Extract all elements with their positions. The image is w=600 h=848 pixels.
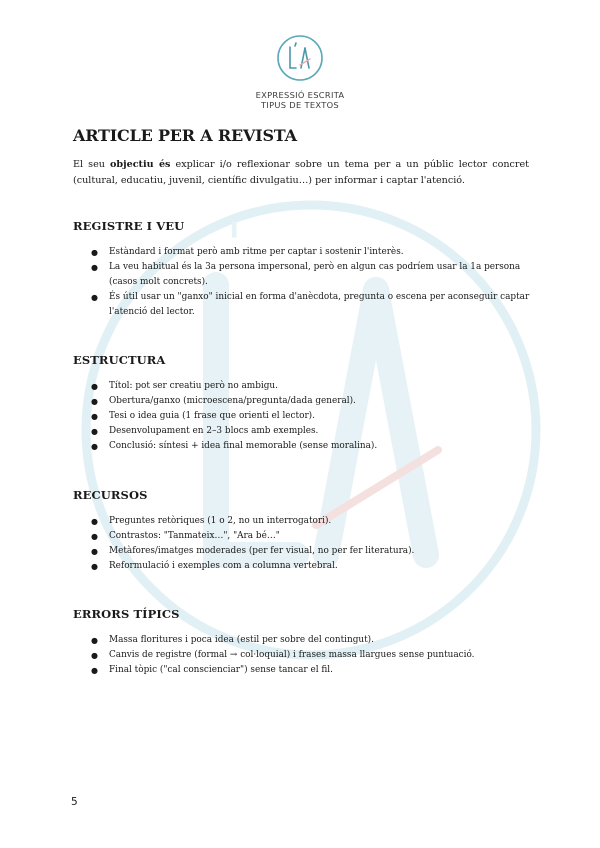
bullet-icon: ● — [91, 636, 98, 645]
header-line-1: EXPRESSIÓ ESCRITA — [255, 90, 345, 100]
bullet-list — [73, 633, 533, 678]
section-heading: REGISTRE I VEU — [73, 219, 185, 233]
bullet-icon: ● — [91, 547, 98, 556]
list-item — [91, 648, 533, 663]
svg-text:': ' — [226, 210, 243, 280]
list-item-text: Títol: pot ser creatiu però no ambigu. — [109, 381, 278, 391]
bullet-icon: ● — [91, 248, 98, 257]
header-line-2: TIPUS DE TEXTOS — [261, 100, 339, 110]
page-number: 5 — [71, 796, 78, 808]
bullet-icon: ● — [91, 532, 98, 541]
list-item — [91, 290, 533, 320]
list-item-text: Reformulació i exemples com a columna vertebral. — [109, 561, 338, 571]
intro-text-pre: El seu — [73, 159, 111, 170]
list-item-text: Tesi o idea guia (1 frase que orienti el lector). — [109, 411, 315, 421]
list-item-text: Estàndard i format però amb ritme per captar i sostenir l'interès. — [109, 247, 404, 257]
bullet-icon: ● — [91, 382, 98, 391]
section-recursos — [73, 488, 533, 574]
list-item — [91, 260, 533, 290]
section-errors-tipics — [73, 607, 533, 678]
intro-text-post: explicar i/o reflexionar sobre un tema per a un públic lector concret (cultural, educatiu, juvenil, científic divulgatiu…) per informar i captar l'atenció. — [73, 159, 530, 186]
intro-paragraph — [73, 157, 529, 189]
intro-text-bold: objectiu és — [110, 159, 171, 170]
list-item — [91, 663, 533, 678]
bullet-list — [73, 379, 533, 454]
list-item-text: És útil usar un "ganxo" inicial en forma d'anècdota, pregunta o escena per aconseguir captar l'atenció del lector. — [109, 292, 530, 317]
list-item-text: Massa floritures i poca idea (estil per sobre del contingut). — [109, 635, 374, 645]
list-item-text: Preguntes retòriques (1 o 2, no un interrogatori). — [109, 516, 332, 526]
list-item — [91, 424, 533, 439]
list-item — [91, 529, 533, 544]
header — [0, 34, 600, 110]
section-registre-i-veu — [73, 219, 533, 320]
list-item — [91, 544, 533, 559]
bullet-list — [73, 514, 533, 574]
list-item — [91, 245, 533, 260]
page-title: ARTICLE PER A REVISTA — [73, 126, 297, 145]
section-estructura — [73, 353, 533, 454]
list-item-text: Conclusió: síntesi + idea final memorable (sense moralina). — [109, 441, 378, 451]
bullet-icon: ● — [91, 666, 98, 675]
bullet-icon: ● — [91, 517, 98, 526]
list-item-text: Obertura/ganxo (microescena/pregunta/dada general). — [109, 396, 356, 406]
bullet-icon: ● — [91, 412, 98, 421]
list-item-text: Final tòpic ("cal conscienciar") sense tancar el fil. — [109, 665, 333, 675]
bullet-icon: ● — [91, 397, 98, 406]
bullet-icon: ● — [91, 442, 98, 451]
list-item — [91, 633, 533, 648]
list-item — [91, 439, 533, 454]
bullet-list — [73, 245, 533, 320]
bullet-icon: ● — [91, 651, 98, 660]
list-item — [91, 379, 533, 394]
list-item — [91, 514, 533, 529]
bullet-icon: ● — [91, 293, 98, 302]
list-item — [91, 394, 533, 409]
compass-logo-icon — [276, 34, 324, 82]
list-item-text: Contrastos: "Tanmateix…", "Ara bé…" — [109, 531, 280, 541]
list-item — [91, 559, 533, 574]
list-item-text: Canvis de registre (formal → col·loquial) i frases massa llargues sense puntuació. — [109, 650, 475, 660]
list-item — [91, 409, 533, 424]
bullet-icon: ● — [91, 562, 98, 571]
list-item-text: Metàfores/imatges moderades (per fer visual, no per fer literatura). — [109, 546, 415, 556]
bullet-icon: ● — [91, 427, 98, 436]
list-item-text: Desenvolupament en 2–3 blocs amb exemples. — [109, 426, 319, 436]
bullet-icon: ● — [91, 263, 98, 272]
list-item-text: La veu habitual és la 3a persona impersonal, però en algun cas podríem usar la 1a persona (casos molt concrets). — [109, 262, 521, 287]
section-heading: ERRORS TÍPICS — [73, 607, 180, 621]
section-heading: ESTRUCTURA — [73, 353, 166, 367]
section-heading: RECURSOS — [73, 488, 148, 502]
